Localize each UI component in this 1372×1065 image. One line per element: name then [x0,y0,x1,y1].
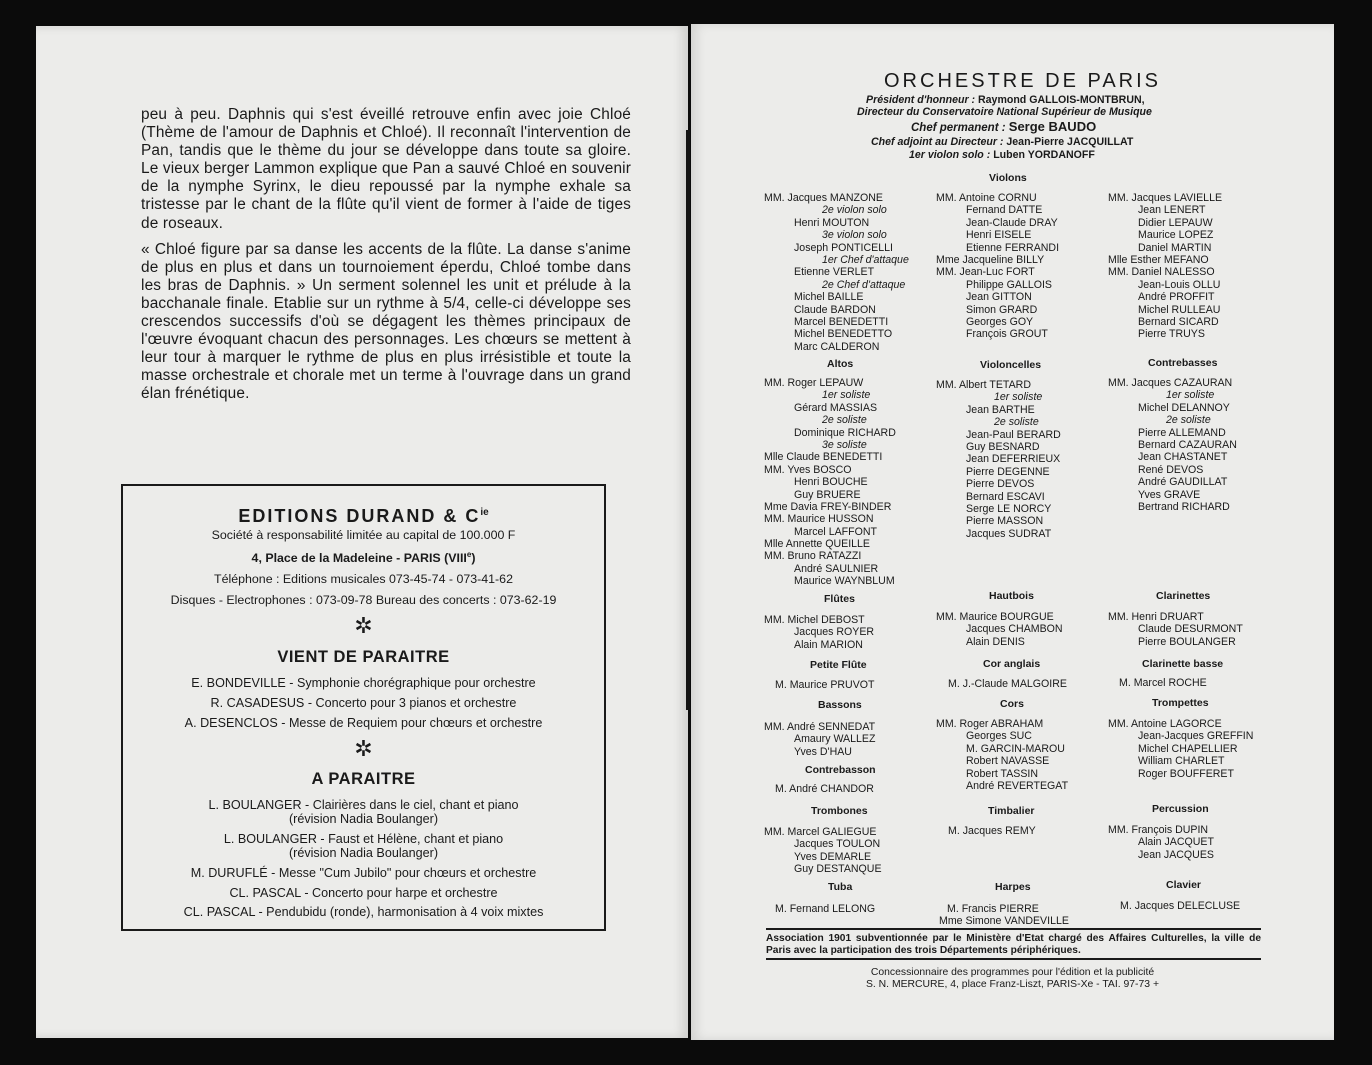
musician: M. Fernand LELONG [775,903,876,915]
section-tuba: Tuba [828,881,853,893]
musician: Amaury WALLEZ [794,733,876,746]
musician: Maurice LOPEZ [1138,229,1214,242]
musician-role: 1er Chef d'attaque [822,253,909,266]
musician: Henri MOUTON [794,216,870,229]
roster-contrabassoon [775,783,874,795]
roster-timpani [948,825,1036,837]
musician: Jean-Jacques GREFFIN [1138,730,1254,743]
section-altos: Altos [827,358,854,370]
musician: Guy DESTANQUE [794,863,882,876]
musician: Pierre DEVOS [966,478,1035,491]
roster-basses [1108,377,1237,513]
section-percussion: Percussion [1152,803,1209,815]
musician: Jean-Louis OLLU [1138,278,1221,291]
story-paragraph-2: « Chloé figure par sa danse les accents de la flûte. La danse s'anime de plus en plus et dans un tournoiement éperdu, Chloé tombe dans les bras de Daphnis. » Un serment solennel les unit et prélude à la bacchanale finale. Etablie sur un rythme à 5/4, celle-ci développe ses crescendos successifs d'où se dégagent les thèmes principaux de l'œuvre évoquant chacun des personnages. Les chœurs se mettent à leur tour à marquer le rythme de plus en plus irrésistible et toute la masse orchestrale et chorale met un terme à l'ouvrage dans un grand élan frénétique. [141,240,631,403]
musician-role: 3e violon solo [822,229,887,242]
program-notes [141,106,631,412]
section-trombones: Trombones [811,805,868,817]
musician: MM. Henri DRUART [1108,611,1204,623]
section-keyboard: Clavier [1166,879,1202,891]
musician: Etienne VERLET [794,266,875,279]
footer-rule-top [766,928,1261,930]
musician: Serge LE NORCY [966,502,1052,515]
section-basses: Contrebasses [1148,357,1218,369]
musician-role: 2e soliste [994,416,1039,429]
upcoming-work: CL. PASCAL - Concerto pour harpe et orchestre [229,886,498,900]
musician: Michel BENEDETTO [794,328,893,341]
upcoming-work: L. BOULANGER - Clairières dans le ciel, chant et piano [208,798,519,812]
section-trumpets: Trompettes [1152,697,1209,709]
roster-flutes [764,614,874,651]
musician: Georges GOY [966,315,1034,328]
section-contrabassoon: Contrebasson [805,764,876,776]
publisher-company: Société à responsabilité limitée au capital de 100.000 F [211,528,516,542]
musician: Bernard SICARD [1138,315,1219,328]
section-english-horn: Cor anglais [983,658,1041,670]
section-bass-clarinet: Clarinette basse [1142,658,1224,670]
musician: Pierre DEGENNE [966,465,1050,478]
musician: François GROUT [966,328,1048,341]
concession-note [691,967,1334,991]
book-gutter [686,130,690,710]
musician: Henri BOUCHE [794,476,868,489]
director-line: Directeur du Conservatoire National Supérieur de Musique [857,106,1152,118]
asterisk-ornament: ✲ [354,736,373,761]
musician: Mme Jacqueline BILLY [936,253,1045,266]
musician: MM. Daniel NALESSO [1108,266,1215,279]
musician: Bertrand RICHARD [1138,500,1230,513]
musician: Jacques ROYER [794,626,875,639]
chief-conductor: Chef permanent : Serge BAUDO [911,119,1097,134]
musician: Jacques TOULON [794,838,881,851]
musician: Georges SUC [966,730,1032,743]
section-horns: Cors [1000,698,1024,710]
musician: André GAUDILLAT [1138,476,1228,489]
musician: Etienne FERRANDI [966,241,1060,254]
musician: MM. Maurice HUSSON [764,513,874,526]
footer-rule-bottom [766,958,1261,960]
musician: Alain JACQUET [1138,836,1214,849]
musician: Mme Simone VANDEVILLE [939,915,1069,928]
musician: Marc CALDERON [794,340,880,353]
roster-violins-1 [764,192,909,353]
musician: Bernard CAZAURAN [1138,438,1237,451]
musician: Michel DELANNOY [1138,401,1230,414]
honorary-president: Président d'honneur : Raymond GALLOIS-MONTBRUN, [866,94,1145,106]
musician: William CHARLET [1138,755,1225,768]
musician: Jean GITTON [966,291,1032,304]
musician: Marcel BENEDETTI [794,315,889,328]
section-harps: Harpes [995,881,1031,893]
musician: Maurice WAYNBLUM [794,575,895,588]
roster-percussion [1108,824,1214,861]
upcoming-title: A PARAITRE [311,770,416,788]
concession-line: S. N. MERCURE, 4, place Franz-Liszt, PARIS-Xe - TAI. 97-73 + [865,979,1160,990]
section-violins: Violons [989,172,1027,184]
musician: MM. Marcel GALIEGUE [764,826,877,838]
roster-tuba [775,903,875,915]
musician: Yves GRAVE [1138,488,1201,501]
musician: Alain MARION [794,638,863,651]
musician: Marcel LAFFONT [794,525,877,538]
musician: Robert NAVASSE [966,755,1050,768]
musician: Guy BRUERE [794,488,861,501]
musician: Daniel MARTIN [1138,241,1212,254]
musician: Pierre ALLEMAND [1138,426,1226,439]
musician: Mlle Annette QUEILLE [764,538,870,551]
new-work: E. BONDEVILLE - Symphonie chorégraphique pour orchestre [191,676,536,690]
musician: Jean CHASTANET [1138,451,1228,464]
musician: Didier LEPAUW [1138,216,1213,229]
musician: André REVERTEGAT [966,779,1069,792]
musician: Pierre BOULANGER [1138,635,1236,648]
musician: M. Jacques REMY [948,825,1036,837]
musician: MM. Jacques LAVIELLE [1108,192,1223,204]
musician: Michel RULLEAU [1138,303,1221,316]
musician: Michel BAILLE [794,291,864,304]
roster-clarinets [1108,611,1243,648]
musician: Claude BARDON [794,303,876,316]
musician: Robert TASSIN [966,767,1039,780]
roster-horns [936,718,1068,792]
musician: Jean-Claude DRAY [966,216,1058,229]
musician: André SAULNIER [794,562,879,575]
musician: M. Marcel ROCHE [1119,677,1207,689]
musician: Jean-Paul BERARD [966,428,1061,441]
musician: Fernand DATTE [966,204,1043,217]
roster-piccolo [775,679,874,691]
roster-english-horn [948,678,1067,690]
musician: Jean DEFERRIEUX [966,453,1061,466]
musician: MM. Jean-Luc FORT [936,266,1035,279]
musician: MM. Antoine LAGORCE [1108,718,1222,730]
musician: M. Maurice PRUVOT [775,679,875,691]
roster-bass-clarinet [1119,677,1207,689]
musician-role: 2e Chef d'attaque [822,278,906,291]
publisher-records: Disques - Electrophones : 073-09-78 Bureau des concerts : 073-62-19 [170,593,557,607]
association-note: Association 1901 subventionnée par le Ministère d'Etat chargé des Affaires Culturelles, la ville de Paris avec la participation des trois Départements périphériques. [766,933,1261,956]
first-violin-solo: 1er violon solo : Luben YORDANOFF [909,149,1095,161]
musician-role: 2e soliste [1166,414,1211,427]
musician: M. J.-Claude MALGOIRE [948,678,1067,690]
section-oboes: Hautbois [989,590,1034,602]
roster-harps [939,903,1069,928]
musician: MM. François DUPIN [1108,824,1209,836]
musician: Henri EISELE [966,229,1032,242]
right-page [691,24,1334,1040]
musician: Jacques CHAMBON [966,623,1063,636]
musician: Bernard ESCAVI [966,490,1045,503]
upcoming-work: L. BOULANGER - Faust et Hélène, chant et piano [223,832,504,846]
musician-role: 1er soliste [994,391,1043,404]
upcoming-work: (révision Nadia Boulanger) [288,846,439,860]
musician-role: 2e soliste [822,414,867,427]
musician: Dominique RICHARD [794,426,896,439]
section-piccolo: Petite Flûte [810,659,867,671]
musician: Jacques SUDRAT [966,527,1052,540]
roster-trumpets [1108,718,1253,780]
publisher-advertisement [121,484,606,931]
asterisk-ornament: ✲ [354,613,373,638]
musician: Mme Davia FREY-BINDER [764,500,892,513]
musician: M. Francis PIERRE [947,903,1039,915]
musician: André PROFFIT [1138,291,1215,304]
roster-trombones [764,826,882,876]
roster-cellos [936,379,1061,540]
musician: MM. Jacques MANZONE [764,192,883,204]
section-timpani: Timbalier [988,805,1035,817]
roster-violins-3 [1108,192,1222,341]
roster-violins-2 [936,192,1059,341]
musician-role: 3e soliste [822,438,867,451]
musician: Guy BESNARD [966,440,1040,453]
musician: Jean JACQUES [1138,848,1214,861]
roster-altos [764,377,896,588]
section-cellos: Violoncelles [980,359,1042,371]
new-releases-title: VIENT DE PARAITRE [277,648,450,666]
concession-line: Concessionnaire des programmes pour l'édition et la publicité [870,967,1155,978]
musician: M. Jacques DELECLUSE [1120,900,1241,912]
publisher-address: 4, Place de la Madeleine - PARIS (VIIIe) [251,550,476,566]
musician: Pierre MASSON [966,515,1044,528]
musician: Pierre TRUYS [1138,328,1205,341]
musician-role: 1er soliste [1166,389,1215,402]
orchestra-title: ORCHESTRE DE PARIS [884,70,1161,92]
musician: Joseph PONTICELLI [794,241,893,254]
left-page [36,26,688,1038]
musician: MM. Roger LEPAUW [764,377,864,389]
musician: Yves DEMARLE [794,850,872,863]
musician: Michel CHAPELLIER [1138,742,1238,755]
musician: MM. Bruno RATAZZI [764,550,862,563]
new-work: A. DESENCLOS - Messe de Requiem pour chœurs et orchestre [184,716,543,730]
publisher-name: EDITIONS DURAND & $C^{ie}$ [238,506,489,526]
section-bassoons: Bassons [818,699,862,711]
musician: M. GARCIN-MAROU [966,742,1065,755]
musician: Simon GRARD [966,303,1038,316]
musician: René DEVOS [1138,463,1204,476]
roster-keyboard [1120,900,1240,912]
musician: M. André CHANDOR [775,783,874,795]
musician: MM. André SENNEDAT [764,721,876,733]
musician: MM. Michel DEBOST [764,614,865,626]
musician: MM. Roger ABRAHAM [936,718,1044,730]
roster-oboes [936,611,1063,648]
musician: Gérard MASSIAS [794,401,878,414]
musician: MM. Albert TETARD [936,379,1031,391]
section-clarinets: Clarinettes [1156,590,1211,602]
story-paragraph-1: peu à peu. Daphnis qui s'est éveillé retrouve enfin avec joie Chloé (Thème de l'amour de Daphnis et Chloé). Il reconnaît l'intervention de Pan, tandis que le thème du jour se développe dans toute sa gloire. Le vieux berger Lammon explique que Pan a sauvé Chloé en souvenir de la nymphe Syrinx, le dieu repoussé par la nymphe exhale sa tristesse par le chant de la flûte qu'il vient de former à l'aide de tiges de roseaux. [141,106,631,232]
roster-bassoons [764,721,875,758]
section-flutes: Flûtes [824,593,855,605]
musician: MM. Antoine CORNU [936,192,1037,204]
musician: Jean BARTHE [966,403,1035,416]
musician: MM. Yves BOSCO [764,463,852,476]
musician: Yves D'HAU [794,745,852,758]
musician: Roger BOUFFERET [1138,767,1234,780]
musician: Philippe GALLOIS [966,278,1052,291]
musician: Alain DENIS [966,635,1025,648]
new-work: R. CASADESUS - Concerto pour 3 pianos et orchestre [210,696,517,710]
musician: Mlle Claude BENEDETTI [764,451,883,464]
musician: Mlle Esther MEFANO [1108,253,1209,266]
musician: Claude DESURMONT [1138,623,1243,636]
upcoming-work: (révision Nadia Boulanger) [288,812,439,826]
musician-role: 2e violon solo [822,204,887,217]
upcoming-work: CL. PASCAL - Pendubidu (ronde), harmonisation à 4 voix mixtes [183,905,544,919]
musician-role: 1er soliste [822,389,871,402]
musician: Jean LENERT [1138,204,1206,217]
assistant-conductor: Chef adjoint au Directeur : Jean-Pierre JACQUILLAT [871,136,1134,148]
musician: MM. Jacques CAZAURAN [1108,377,1233,389]
publisher-phone: Téléphone : Editions musicales 073-45-74 - 073-41-62 [214,572,513,586]
musician: MM. Maurice BOURGUE [936,611,1054,623]
upcoming-work: M. DURUFLÉ - Messe "Cum Jubilo" pour chœurs et orchestre [190,866,537,880]
